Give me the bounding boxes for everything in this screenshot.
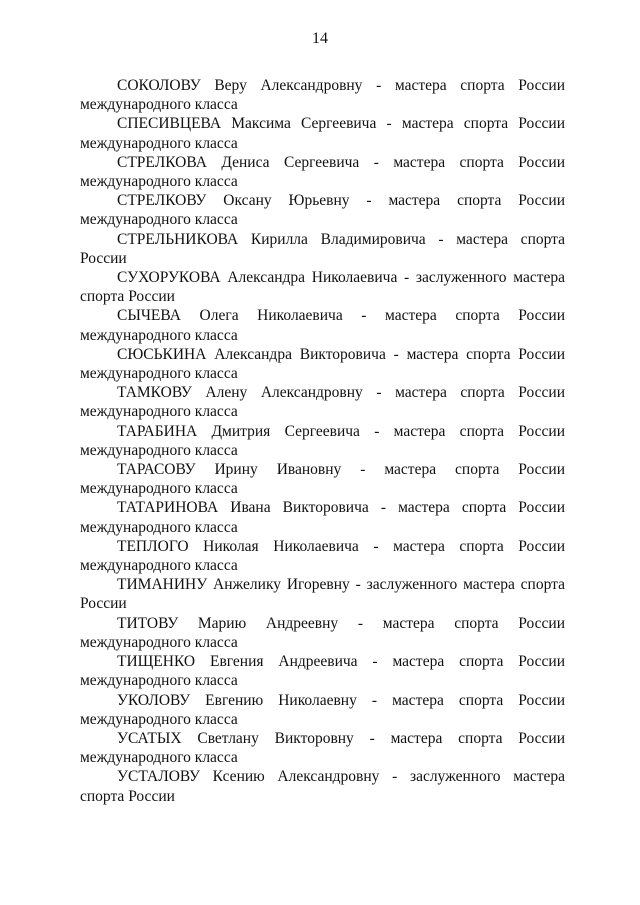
list-item: СУХОРУКОВА Александра Николаевича - заслуженного мастера спорта России: [80, 269, 565, 306]
list-item: ТИЩЕНКО Евгения Андреевича - мастера спорта России международного класса: [80, 653, 565, 690]
award-list: [80, 76, 565, 806]
list-item: ТЕПЛОГО Николая Николаевича - мастера спорта России международного класса: [80, 537, 565, 575]
list-item: УСТАЛОВУ Ксению Александровну - заслуженного мастера спорта России: [80, 768, 565, 805]
page-number: 14: [312, 30, 328, 47]
list-item: СОКОЛОВУ Веру Александровну - мастера спорта России международного класса: [80, 77, 565, 114]
list-item: ТАРАСОВУ Ирину Ивановну - мастера спорта России международного класса: [80, 461, 565, 498]
list-item: ТАРАБИНА Дмитрия Сергеевича - мастера спорта России международного класса: [80, 422, 565, 459]
list-item: ТИТОВУ Марию Андреевну - мастера спорта России международного класса: [80, 614, 565, 651]
list-item: СЮСЬКИНА Александра Викторовича - мастера спорта России международного класса: [80, 345, 565, 383]
list-item: ТАТАРИНОВА Ивана Викторовича - мастера спорта России международного класса: [80, 499, 565, 536]
list-item: ТАМКОВУ Алену Александровну - мастера спорта России международного класса: [80, 384, 565, 421]
list-item: УСАТЫХ Светлану Викторовну - мастера спорта России международного класса: [80, 729, 565, 767]
list-item: УКОЛОВУ Евгению Николаевну - мастера спорта России международного класса: [80, 691, 565, 728]
list-item: СЫЧЕВА Олега Николаевича - мастера спорта России международного класса: [80, 307, 565, 344]
list-item: СТРЕЛКОВА Дениса Сергеевича - мастера спорта России международного класса: [80, 153, 565, 191]
list-item: СТРЕЛКОВУ Оксану Юрьевну - мастера спорта России международного класса: [80, 192, 565, 229]
list-item: СТРЕЛЬНИКОВА Кирилла Владимировича - мастера спорта России: [80, 230, 565, 267]
list-item: СПЕСИВЦЕВА Максима Сергеевича - мастера спорта России международного класса: [80, 115, 565, 152]
list-item: ТИМАНИНУ Анжелику Игоревну - заслуженного мастера спорта России: [80, 576, 565, 613]
